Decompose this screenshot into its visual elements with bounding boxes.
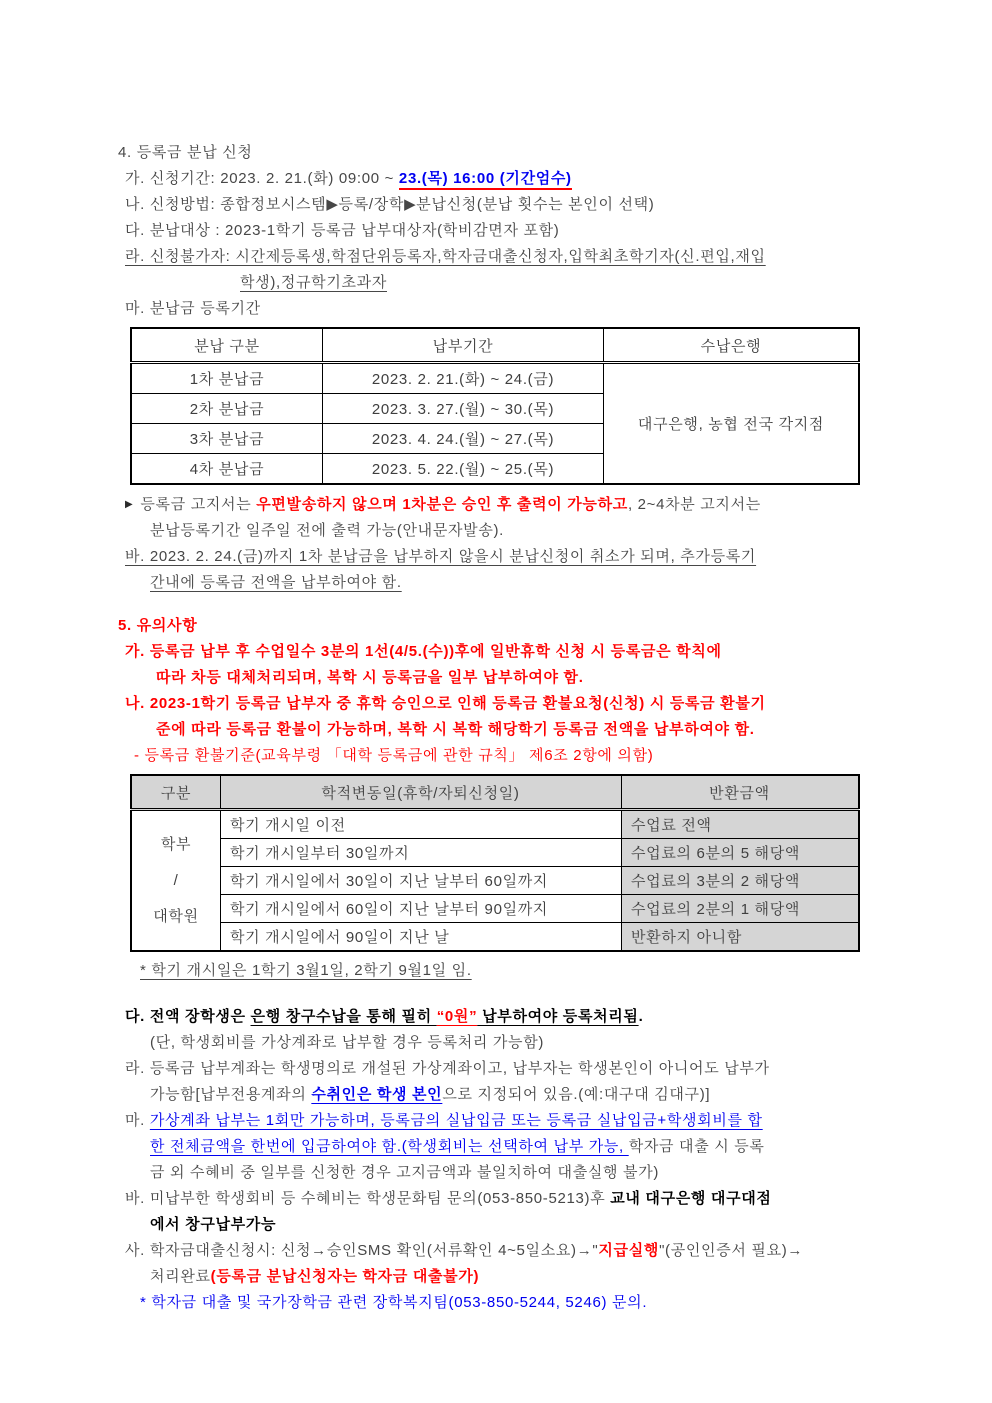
zero-won-amount: “0원” (436, 1008, 478, 1025)
loan-process-post: "(공인인증서 필요)→ (659, 1242, 804, 1259)
item-leave-rule-line2: 따라 차등 대체처리되며, 복학 시 등록금을 일부 납부하여야 함. (156, 669, 584, 686)
table-header-row (131, 328, 859, 363)
refund-row-3-event: 학기 개시일에서 30일이 지난 날부터 60일까지 (221, 867, 622, 895)
group-line-undergrad: 학부 (160, 835, 192, 853)
bill-notice-pre: 등록금 고지서는 (140, 496, 257, 513)
installment-2-label: 2차 분납금 (131, 394, 323, 424)
bill-notice-line2: 분납등록기간 일주일 전에 출력 가능(안내문자발송). (150, 522, 505, 539)
table-row (131, 810, 859, 839)
installment-3-period: 2023. 4. 24.(월) ~ 27.(목) (323, 424, 604, 454)
item-one-deposit-line3: 금 외 수혜비 중 일부를 신청한 경우 고지금액과 불일치하여 대출실행 불가) (150, 1164, 660, 1181)
item-cancel-warning-line2 (150, 570, 908, 596)
loan-process-complete: 처리완료 (150, 1268, 211, 1285)
triangle-bullet-icon: ▶ (125, 499, 134, 510)
table-header-row (131, 775, 859, 810)
bill-notice-red: 우편발송하지 않으며 1차분은 승인 후 출력이 가능하고 (256, 496, 628, 513)
loan-process-restriction: (등록금 분납신청자는 학자금 대출불가) (210, 1268, 480, 1285)
unpaid-fee-pre: 바. 미납부한 학생회비 등 수혜비는 학생문화팀 문의(053-850-5213)후 (125, 1190, 611, 1207)
group-line-slash: / (173, 871, 179, 889)
refund-row-4-amount: 수업료의 2분의 1 해당액 (622, 895, 860, 923)
one-deposit-blue2: 한 전체금액을 한번에 입금하여야 함.(학생회비는 선택하여 납부 가능, (150, 1138, 629, 1155)
table-row (131, 839, 859, 867)
loan-process-execute: 지급실행 (598, 1242, 660, 1259)
header-category: 구분 (131, 775, 221, 810)
refund-row-5-event: 학기 개시일에서 90일이 지난 날 (221, 923, 622, 952)
refund-row-2-event: 학기 개시일부터 30일까지 (221, 839, 622, 867)
table-row (131, 895, 859, 923)
item-zero-won-sub: (단, 학생회비를 가상계좌로 납부할 경우 등록처리 가능함) (150, 1034, 545, 1051)
zero-won-pre: 다. 전액 장학생은 (125, 1008, 251, 1025)
item-one-deposit-line2 (150, 1134, 908, 1160)
item-virtual-account-line1: 라. 등록금 납부계좌는 학생명의로 개설된 가상계좌이고, 납부자는 학생본인이 아니어도 납부가 (125, 1060, 770, 1077)
not-eligible-text2: 학생),정규학기초과자 (240, 274, 387, 291)
item-not-eligible-line2 (240, 270, 908, 296)
table-row (131, 867, 859, 895)
table-row (131, 923, 859, 952)
installment-4-label: 4차 분납금 (131, 454, 323, 485)
installment-3-label: 3차 분납금 (131, 424, 323, 454)
virtual-account-pre: 가능함[납부전용계좌의 (150, 1086, 312, 1103)
payee-student-self: 수취인은 학생 본인 (311, 1086, 443, 1103)
section5-heading: 5. 유의사항 (118, 617, 198, 634)
item-unpaid-fee-line1 (125, 1186, 908, 1212)
semester-start-note (140, 958, 908, 984)
item-installment-period-label: 마. 분납금 등록기간 (125, 300, 261, 317)
refund-row-4-event: 학기 개시일에서 60일이 지난 날부터 90일까지 (221, 895, 622, 923)
item-not-eligible-line1 (125, 244, 908, 270)
item-virtual-account-line2 (150, 1082, 908, 1108)
unpaid-fee-bank: 교내 대구은행 대구대점 (610, 1190, 772, 1207)
cancel-warning-text1: 바. 2023. 2. 24.(금)까지 1차 분납금을 납부하지 않을시 분납신청이 취소가 되며, 추가등록기 (125, 548, 757, 565)
header-payment-period: 납부기간 (323, 328, 604, 363)
not-eligible-text1: 라. 신청불가자: 시간제등록생,학점단위등록자,학자금대출신청자,입학최초학기자(신.편입,재입 (125, 248, 766, 265)
document-content (118, 140, 908, 1316)
bill-notice-post: , 2~4차분 고지서는 (627, 496, 761, 513)
table-row (131, 363, 859, 394)
item-refund-rule-line1: 나. 2023-1학기 등록금 납부자 중 휴학 승인으로 인해 등록금 환불요청(신청) 시 등록금 환불기 (125, 695, 766, 712)
installment-schedule-table (130, 327, 860, 485)
group-undergrad-grad-cell (131, 810, 221, 952)
one-deposit-black2: 학자금 대출 시 등록 (628, 1138, 765, 1155)
loan-process-pre: 사. 학자금대출신청시: 신청→승인SMS 확인(서류확인 4~5일소요)→" (125, 1242, 599, 1259)
item-application-period (125, 166, 908, 192)
semester-start-note-text: * 학기 개시일은 1학기 3월1일, 2학기 9월1일 임. (140, 962, 472, 979)
item-cancel-warning-line1 (125, 544, 908, 570)
receiving-bank-cell: 대구은행, 농협 전국 각지점 (604, 363, 860, 485)
header-refund-amount: 반환금액 (622, 775, 860, 810)
installment-1-label: 1차 분납금 (131, 363, 323, 394)
item-unpaid-fee-line2: 에서 창구납부가능 (150, 1216, 277, 1233)
refund-standard-table (130, 774, 860, 952)
application-deadline: 23.(목) 16:00 (기간엄수) (399, 170, 572, 190)
group-line-grad: 대학원 (153, 907, 199, 925)
header-installment-type: 분납 구분 (131, 328, 323, 363)
refund-row-3-amount: 수업료의 3분의 2 해당액 (622, 867, 860, 895)
item-application-method: 나. 신청방법: 종합정보시스템▶등록/장학▶분납신청(분납 횟수는 본인이 선택) (125, 196, 655, 213)
zero-won-ul2: 납부하여야 등록처리됨 (477, 1008, 639, 1025)
item-installment-target: 다. 분납대상 : 2023-1학기 등록금 납부대상자(학비감면자 포함) (125, 222, 560, 239)
installment-4-period: 2023. 5. 22.(월) ~ 25.(목) (323, 454, 604, 485)
section4-heading: 4. 등록금 분납 신청 (118, 144, 253, 161)
item-refund-rule-line2: 준에 따라 등록금 환불이 가능하며, 복학 시 복학 해당학기 등록금 전액을 납부하여야 함. (156, 721, 755, 738)
refund-row-1-amount: 수업료 전액 (622, 810, 860, 839)
installment-2-period: 2023. 3. 27.(월) ~ 30.(목) (323, 394, 604, 424)
zero-won-ul1: 은행 창구수납을 통해 필히 (250, 1008, 437, 1025)
header-change-date: 학적변동일(휴학/자퇴신청일) (221, 775, 622, 810)
refund-row-1-event: 학기 개시일 이전 (221, 810, 622, 839)
cancel-warning-text2: 간내에 등록금 전액을 납부하여야 함. (150, 574, 402, 591)
installment-1-period: 2023. 2. 21.(화) ~ 24.(금) (323, 363, 604, 394)
item-loan-process-line1 (125, 1238, 908, 1264)
bill-notice-line1 (125, 492, 908, 518)
refund-standard-reference: - 등록금 환불기준(교육부령 「대학 등록금에 관한 규칙」 제6조 2항에 의함) (134, 747, 654, 764)
refund-row-5-amount: 반환하지 아니함 (622, 923, 860, 952)
item-leave-rule-line1: 가. 등록금 납부 후 수업일수 3분의 1선(4/5.(수))후에 일반휴학 신청 시 등록금은 학칙에 (125, 643, 722, 660)
zero-won-end: . (638, 1008, 644, 1025)
virtual-account-post: 으로 지정되어 있음.(예:대구대 김대구)] (442, 1086, 711, 1103)
header-receiving-bank: 수납은행 (604, 328, 860, 363)
item-one-deposit-line1 (125, 1108, 908, 1134)
refund-row-2-amount: 수업료의 6분의 5 해당액 (622, 839, 860, 867)
application-period-text: 가. 신청기간: 2023. 2. 21.(화) 09:00 ~ (125, 170, 399, 187)
loan-contact-note: * 학자금 대출 및 국가장학금 관련 장학복지팀(053-850-5244, 5246) 문의. (140, 1294, 648, 1311)
one-deposit-label: 마. (125, 1112, 150, 1129)
item-loan-process-line2 (150, 1264, 908, 1290)
one-deposit-blue1: 가상계좌 납부는 1회만 가능하며, 등록금의 실납입금 또는 등록금 실납입금+학생회비를 합 (149, 1112, 763, 1129)
item-zero-won (125, 1004, 908, 1030)
